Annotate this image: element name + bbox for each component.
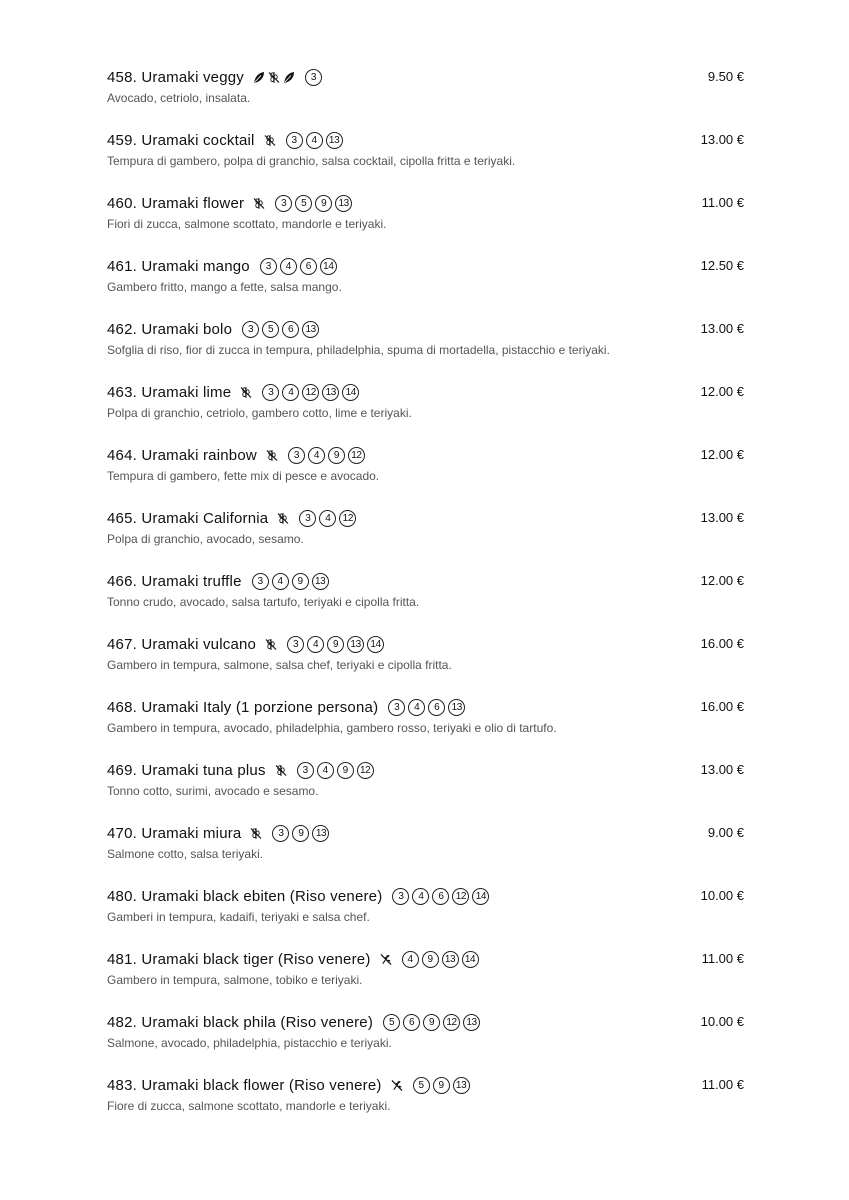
dietary-icons <box>250 827 262 840</box>
menu-item <box>107 192 744 233</box>
menu-item <box>107 255 744 296</box>
allergen-badges <box>305 69 322 86</box>
dish-description: Avocado, cetriolo, insalata. <box>107 91 251 105</box>
dish-description: Polpa di granchio, cetriolo, gambero cotto, lime e teriyaki. <box>107 406 412 420</box>
allergen-badges <box>252 573 329 590</box>
allergen-badge: 5 <box>295 195 312 212</box>
allergen-badge: 12 <box>443 1014 460 1031</box>
allergen-badge: 4 <box>317 762 334 779</box>
allergen-badge: 9 <box>292 573 309 590</box>
dish-name: 465. Uramaki California <box>107 509 269 527</box>
menu-item-header <box>107 696 744 718</box>
dish-price: 11.00 € <box>701 1077 744 1092</box>
dish-name: 470. Uramaki miura <box>107 824 242 842</box>
dish-price: 13.00 € <box>700 510 744 525</box>
allergen-badge: 4 <box>282 384 299 401</box>
allergen-badge: 9 <box>327 636 344 653</box>
menu-item-header <box>107 948 744 970</box>
allergen-badge: 6 <box>300 258 317 275</box>
dietary-icons <box>240 386 252 399</box>
no-gluten-icon <box>240 386 252 399</box>
dietary-icons <box>265 638 277 651</box>
dish-price: 10.00 € <box>700 1014 744 1029</box>
allergen-badge: 13 <box>442 951 459 968</box>
allergen-badge: 4 <box>306 132 323 149</box>
dietary-icons <box>275 764 287 777</box>
menu-item-header <box>107 759 744 781</box>
dish-description: Fiori di zucca, salmone scottato, mandorle e teriyaki. <box>107 217 387 231</box>
allergen-badges <box>413 1077 470 1094</box>
allergen-badge: 4 <box>319 510 336 527</box>
allergen-badges <box>260 258 337 275</box>
allergen-badges <box>275 195 352 212</box>
no-wheat-icon <box>391 1079 403 1092</box>
allergen-badge: 9 <box>292 825 309 842</box>
dish-name: 468. Uramaki Italy (1 porzione persona) <box>107 698 379 716</box>
dietary-icons <box>380 953 392 966</box>
dish-price: 9.50 € <box>707 69 744 84</box>
allergen-badge: 14 <box>462 951 479 968</box>
allergen-badges <box>272 825 329 842</box>
dish-name: 460. Uramaki flower <box>107 194 245 212</box>
menu-item-header <box>107 885 744 907</box>
allergen-badge: 3 <box>272 825 289 842</box>
dish-name: 459. Uramaki cocktail <box>107 131 255 149</box>
dish-description: Tempura di gambero, polpa di granchio, salsa cocktail, cipolla fritta e teriyaki. <box>107 154 516 168</box>
allergen-badge: 12 <box>339 510 356 527</box>
allergen-badge: 4 <box>402 951 419 968</box>
allergen-badge: 3 <box>299 510 316 527</box>
no-gluten-icon <box>264 134 276 147</box>
allergen-badge: 3 <box>388 699 405 716</box>
menu-item <box>107 507 744 548</box>
dish-price: 12.50 € <box>700 258 744 273</box>
dish-description: Fiore di zucca, salmone scottato, mandorle e teriyaki. <box>107 1099 391 1113</box>
dietary-icons <box>277 512 289 525</box>
allergen-badge: 3 <box>286 132 303 149</box>
menu-item <box>107 129 744 170</box>
dish-price: 13.00 € <box>700 132 744 147</box>
dish-name: 469. Uramaki tuna plus <box>107 761 266 779</box>
dish-price: 11.00 € <box>701 195 744 210</box>
allergen-badges <box>288 447 365 464</box>
allergen-badge: 13 <box>312 573 329 590</box>
dish-description: Tonno cotto, surimi, avocado e sesamo. <box>107 784 319 798</box>
dish-price: 12.00 € <box>700 384 744 399</box>
allergen-badge: 5 <box>262 321 279 338</box>
allergen-badges <box>287 636 384 653</box>
dish-price: 16.00 € <box>700 699 744 714</box>
dish-name: 462. Uramaki bolo <box>107 320 233 338</box>
allergen-badge: 9 <box>328 447 345 464</box>
allergen-badge: 13 <box>347 636 364 653</box>
dish-price: 9.00 € <box>707 825 744 840</box>
dish-description: Tonno crudo, avocado, salsa tartufo, teriyaki e cipolla fritta. <box>107 595 420 609</box>
dish-description: Gambero fritto, mango a fette, salsa mango. <box>107 280 342 294</box>
menu-item-header <box>107 570 744 592</box>
allergen-badge: 13 <box>335 195 352 212</box>
menu-item <box>107 885 744 926</box>
menu-item-header <box>107 822 744 844</box>
menu-item <box>107 1074 744 1115</box>
dish-price: 10.00 € <box>700 888 744 903</box>
no-gluten-icon <box>265 638 277 651</box>
dish-price: 13.00 € <box>700 762 744 777</box>
dish-description: Gambero in tempura, salmone, tobiko e teriyaki. <box>107 973 363 987</box>
dish-description: Sofglia di riso, fior di zucca in tempura, philadelphia, spuma di mortadella, pistacchio e teriyaki. <box>107 343 610 357</box>
menu-item <box>107 381 744 422</box>
dish-name: 461. Uramaki mango <box>107 257 250 275</box>
menu-item-header <box>107 318 744 340</box>
allergen-badge: 14 <box>320 258 337 275</box>
allergen-badge: 12 <box>302 384 319 401</box>
dish-name: 464. Uramaki rainbow <box>107 446 257 464</box>
dish-description: Gambero in tempura, avocado, philadelphia, gambero rosso, teriyaki e olio di tartufo. <box>107 721 557 735</box>
dish-name: 482. Uramaki black phila (Riso venere) <box>107 1013 374 1031</box>
allergen-badge: 13 <box>448 699 465 716</box>
menu-item <box>107 633 744 674</box>
dish-description: Polpa di granchio, avocado, sesamo. <box>107 532 304 546</box>
allergen-badges <box>242 321 319 338</box>
allergen-badge: 4 <box>308 447 325 464</box>
allergen-badge: 9 <box>433 1077 450 1094</box>
allergen-badge: 4 <box>408 699 425 716</box>
allergen-badge: 4 <box>280 258 297 275</box>
menu-item <box>107 1011 744 1052</box>
menu-list <box>107 66 744 1137</box>
allergen-badge: 13 <box>302 321 319 338</box>
allergen-badge: 13 <box>453 1077 470 1094</box>
leaf-icon <box>283 71 295 84</box>
dish-name: 480. Uramaki black ebiten (Riso venere) <box>107 887 383 905</box>
menu-item-header <box>107 507 744 529</box>
allergen-badge: 12 <box>348 447 365 464</box>
allergen-badge: 3 <box>260 258 277 275</box>
allergen-badge: 9 <box>423 1014 440 1031</box>
allergen-badge: 14 <box>367 636 384 653</box>
menu-item <box>107 948 744 989</box>
no-wheat-icon <box>380 953 392 966</box>
allergen-badge: 3 <box>262 384 279 401</box>
menu-item <box>107 696 744 737</box>
menu-item-header <box>107 381 744 403</box>
allergen-badge: 3 <box>275 195 292 212</box>
dietary-icons <box>253 197 265 210</box>
menu-item-header <box>107 1074 744 1096</box>
allergen-badge: 14 <box>342 384 359 401</box>
allergen-badges <box>299 510 356 527</box>
dish-description: Salmone, avocado, philadelphia, pistacchio e teriyaki. <box>107 1036 392 1050</box>
menu-item <box>107 66 744 107</box>
allergen-badge: 12 <box>452 888 469 905</box>
dietary-icons <box>266 449 278 462</box>
allergen-badge: 13 <box>312 825 329 842</box>
dish-name: 463. Uramaki lime <box>107 383 232 401</box>
dish-name: 466. Uramaki truffle <box>107 572 242 590</box>
dish-price: 12.00 € <box>700 447 744 462</box>
allergen-badge: 6 <box>282 321 299 338</box>
dish-name: 467. Uramaki vulcano <box>107 635 257 653</box>
dish-name: 483. Uramaki black flower (Riso venere) <box>107 1076 382 1094</box>
no-gluten-icon <box>250 827 262 840</box>
menu-item-header <box>107 1011 744 1033</box>
no-gluten-icon <box>275 764 287 777</box>
menu-item <box>107 759 744 800</box>
allergen-badge: 5 <box>383 1014 400 1031</box>
no-gluten-icon <box>266 449 278 462</box>
dish-description: Tempura di gambero, fette mix di pesce e avocado. <box>107 469 380 483</box>
dish-price: 12.00 € <box>700 573 744 588</box>
menu-item-header <box>107 66 744 88</box>
allergen-badges <box>388 699 465 716</box>
allergen-badge: 5 <box>413 1077 430 1094</box>
allergen-badge: 13 <box>322 384 339 401</box>
allergen-badge: 3 <box>252 573 269 590</box>
menu-item-header <box>107 633 744 655</box>
dish-price: 16.00 € <box>700 636 744 651</box>
menu-item <box>107 822 744 863</box>
allergen-badge: 4 <box>272 573 289 590</box>
menu-item <box>107 570 744 611</box>
allergen-badge: 3 <box>287 636 304 653</box>
allergen-badge: 3 <box>297 762 314 779</box>
dietary-icons <box>264 134 276 147</box>
leaf-icon <box>253 71 265 84</box>
menu-item <box>107 444 744 485</box>
allergen-badges <box>392 888 489 905</box>
no-gluten-icon <box>268 71 280 84</box>
allergen-badge: 6 <box>428 699 445 716</box>
allergen-badge: 9 <box>315 195 332 212</box>
menu-item-header <box>107 192 744 214</box>
dish-description: Gambero in tempura, salmone, salsa chef, teriyaki e cipolla fritta. <box>107 658 452 672</box>
allergen-badge: 4 <box>307 636 324 653</box>
menu-item-header <box>107 255 744 277</box>
allergen-badge: 3 <box>305 69 322 86</box>
allergen-badges <box>402 951 479 968</box>
allergen-badges <box>286 132 343 149</box>
dish-price: 11.00 € <box>701 951 744 966</box>
allergen-badge: 3 <box>288 447 305 464</box>
allergen-badge: 13 <box>463 1014 480 1031</box>
allergen-badge: 13 <box>326 132 343 149</box>
dish-description: Gamberi in tempura, kadaifi, teriyaki e salsa chef. <box>107 910 370 924</box>
allergen-badges <box>262 384 359 401</box>
allergen-badge: 4 <box>412 888 429 905</box>
menu-item-header <box>107 444 744 466</box>
allergen-badges <box>297 762 374 779</box>
menu-item <box>107 318 744 359</box>
no-gluten-icon <box>277 512 289 525</box>
allergen-badges <box>383 1014 480 1031</box>
dietary-icons <box>391 1079 403 1092</box>
dietary-icons <box>253 71 295 84</box>
menu-item-header <box>107 129 744 151</box>
dish-name: 458. Uramaki veggy <box>107 68 244 86</box>
allergen-badge: 14 <box>472 888 489 905</box>
allergen-badge: 6 <box>403 1014 420 1031</box>
allergen-badge: 6 <box>432 888 449 905</box>
allergen-badge: 9 <box>337 762 354 779</box>
allergen-badge: 3 <box>392 888 409 905</box>
dish-price: 13.00 € <box>700 321 744 336</box>
allergen-badge: 12 <box>357 762 374 779</box>
no-gluten-icon <box>253 197 265 210</box>
dish-description: Salmone cotto, salsa teriyaki. <box>107 847 264 861</box>
allergen-badge: 3 <box>242 321 259 338</box>
dish-name: 481. Uramaki black tiger (Riso venere) <box>107 950 371 968</box>
allergen-badge: 9 <box>422 951 439 968</box>
